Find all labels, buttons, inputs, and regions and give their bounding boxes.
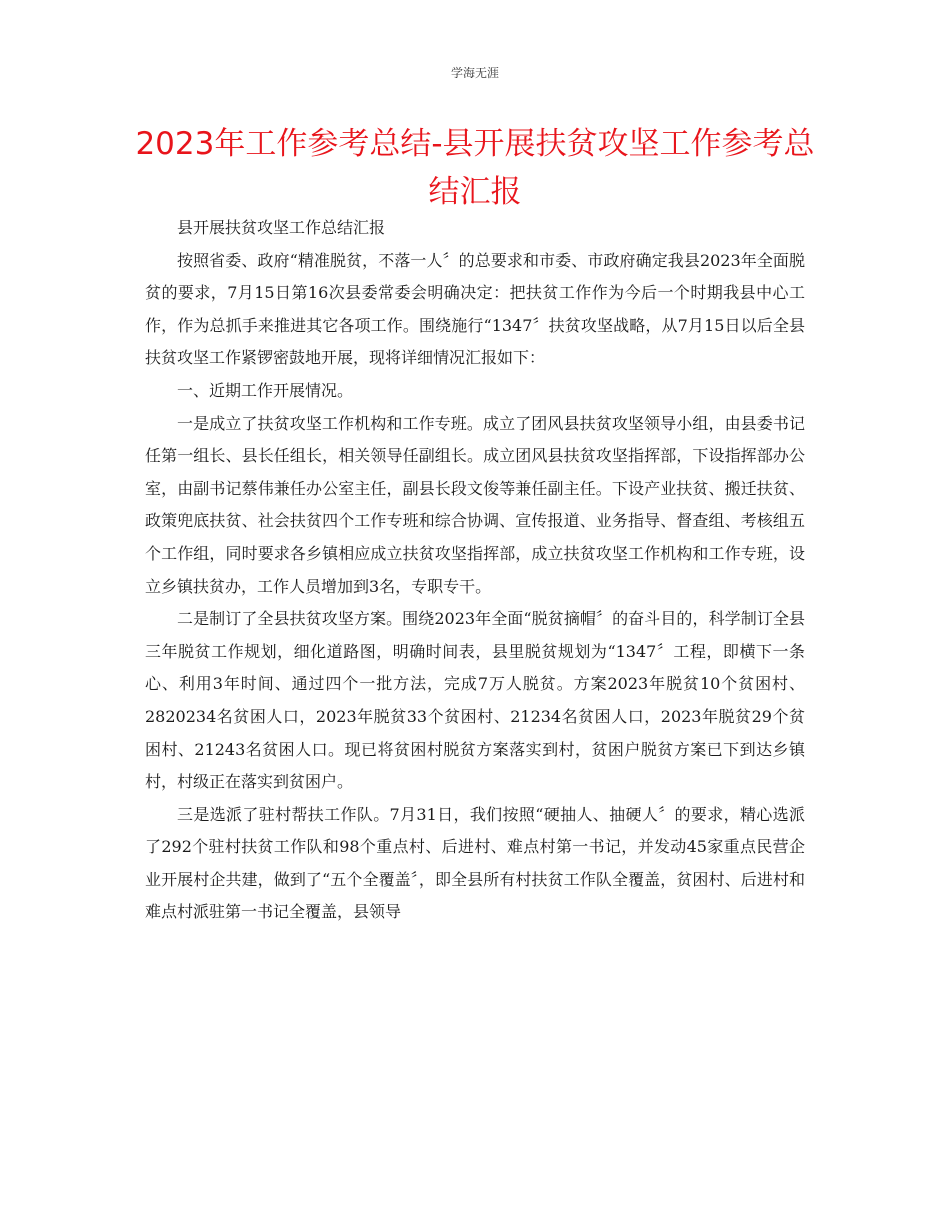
document-title: 2023年工作参考总结-县开展扶贫攻坚工作参考总结汇报 xyxy=(135,126,815,210)
paragraph-subtitle: 县开展扶贫攻坚工作总结汇报 xyxy=(177,218,386,237)
paragraph-section-heading: 一、近期工作开展情况。 xyxy=(177,380,354,400)
document-body xyxy=(145,212,805,929)
paragraph-item-1: 一是成立了扶贫攻坚工作机构和工作专班。成立了团风县扶贫攻坚领导小组，由县委书记任第一组长、县长任组长，相关领导任副组长。成立团风县扶贫攻坚指挥部，下设指挥部办公室，由副书记蔡伟兼任办公室主任，副县长段文俊等兼任副主任。下设产业扶贫、搬迁扶贫、政策兜底扶贫、社会扶贫四个工作专班和综合协调、宣传报道、业务指导、督查组、考核组五个工作组，同时要求各乡镇相应成立扶贫攻坚指挥部，成立扶贫攻坚工作机构和工作专班，设立乡镇扶贫办，工作人员增加到3名，专职专干。 xyxy=(145,413,805,596)
header-note: 学海无涯 xyxy=(450,66,499,80)
paragraph-item-2: 二是制订了全县扶贫攻坚方案。围绕2023年全面“脱贫摘帽〞的奋斗目的，科学制订全县三年脱贫工作规划，细化道路图，明确时间表，县里脱贫规划为“1347〞工程，即横下一条心、利用3年时间、通过四个一批方法，完成7万人脱贫。方案2023年脱贫10个贫困村、2820234名贫困人口，2023年脱贫33个贫困村、21234名贫困人口，2023年脱贫29个贫困村、21243名贫困人口。现已将贫困村脱贫方案落实到村，贫困户脱贫方案已下到达乡镇村，村级正在落实到贫困户。 xyxy=(145,609,805,792)
paragraph-item-3: 三是选派了驻村帮扶工作队。7月31日，我们按照“硬抽人、抽硬人〞的要求，精心选派了292个驻村扶贫工作队和98个重点村、后进村、难点村第一书记，并发动45家重点民营企业开展村企共建，做到了“五个全覆盖〞，即全县所有村扶贫工作队全覆盖，贫困村、后进村和难点村派驻第一书记全覆盖，县领导 xyxy=(145,804,805,922)
paragraph-intro: 按照省委、政府“精准脱贫，不落一人〞的总要求和市委、市政府确定我县2023年全面脱贫的要求，7月15日第16次县委常委会明确决定：把扶贫工作作为今后一个时期我县中心工作，作为总抓手来推进其它各项工作。围绕施行“1347〞扶贫攻坚战略，从7月15日以后全县扶贫攻坚工作紧锣密鼓地开展，现将详细情况汇报如下： xyxy=(145,250,805,368)
